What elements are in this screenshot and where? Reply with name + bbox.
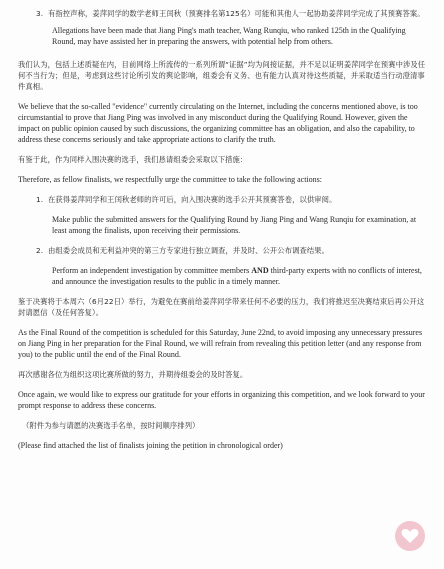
- heart-icon: [401, 528, 419, 544]
- item-3-cn: [18, 8, 430, 19]
- item-3-cn-text: 有指控声称，姜萍同学的数学老师王闰秋（预赛排名第125名）可能和其他人一起协助姜萍同学完成了其预赛答案。: [48, 9, 425, 18]
- action-1-cn: [18, 194, 430, 205]
- action-2-number: 2.: [36, 246, 44, 255]
- action-2-en-after: third-party experts with no conflicts of interest, and announce the investigation results to the public in a timely manner.: [52, 266, 422, 286]
- action-2-en: [18, 265, 430, 287]
- belief-cn: 我们认为，包括上述质疑在内，目前网络上所流传的一系列所谓“证据”均为间接证据，并不足以证明姜萍同学在预赛中涉及任何不当行为；但是，考虑到这些讨论所引发的舆论影响，组委会有义务、也有能力认真对待这些质疑，并采取适当行动澄清事件真相。: [18, 60, 426, 91]
- final-round-cn: 鉴于决赛将于本周六（6月22日）举行，为避免在赛前给姜萍同学带来任何不必要的压力，我们将推迟至决赛结束后再公开这封请愿信（及任何答复）。: [18, 297, 425, 317]
- item-3: [18, 8, 430, 47]
- urge-en: Therefore, as fellow finalists, we respectfully urge the committee to take the following actions:: [18, 175, 322, 184]
- urge-cn: 有鉴于此，作为同样入围决赛的选手，我们恳请组委会采取以下措施：: [18, 155, 248, 164]
- action-1-number: 1.: [36, 195, 44, 204]
- item-3-en: Allegations have been made that Jiang Ping's math teacher, Wang Runqiu, who ranked 125th in the Qualifying Round, may have assisted her in preparing the answers, with potential help from others.: [52, 26, 406, 46]
- action-2: [18, 245, 430, 287]
- thanks-en: Once again, we would like to express our gratitude for your efforts in organizing this competition, and we look forward to your prompt response to address these concerns.: [18, 390, 425, 410]
- like-badge[interactable]: [395, 521, 425, 551]
- thanks-cn: 再次感谢各位为组织这项比赛所做的努力，并期待组委会的及时答复。: [18, 370, 248, 379]
- action-1-cn-text: 在获得姜萍同学和王闰秋老师的许可后，向入围决赛的选手公开其预赛答卷，以供审阅。: [48, 195, 337, 204]
- action-1: [18, 194, 430, 236]
- action-1-en: Make public the submitted answers for the Qualifying Round by Jiang Ping and Wang Runqiu for examination, at least among the finalists, upon receiving their permissions.: [52, 215, 417, 235]
- item-3-number: 3.: [36, 9, 44, 18]
- action-2-cn-text: 由组委会成员和无利益冲突的第三方专家进行独立调查，并及时、公开公布调查结果。: [48, 246, 330, 255]
- attachment-cn: （附件为参与请愿的决赛选手名单，按时间顺序排列）: [22, 421, 200, 430]
- action-2-en-bold: AND: [251, 266, 269, 275]
- action-2-cn: [18, 245, 430, 256]
- belief-en: We believe that the so-called "evidence" currently circulating on the Internet, including the concerns mentioned above, is too circumstantial to prove that Jiang Ping was involved in any misconduct during the Qualifying Round. However, given the impact on public opinion caused by such discussions, the organizing committee has an obligation, and also the capability, to address these concerns seriously and take appropriate actions to clarify the truth.: [18, 102, 418, 144]
- action-2-en-before: Perform an independent investigation by committee members: [52, 266, 252, 275]
- attachment-en: (Please find attached the list of finalists joining the petition in chronological order): [18, 441, 283, 450]
- final-round-en: As the Final Round of the competition is scheduled for this Saturday, June 22nd, to avoid imposing any unnecessary pressures on Jiang Ping in her preparation for the Final Round, we will refrain from revealing this petition letter (and any response from you) to the public until the end of the Final Round.: [18, 328, 423, 359]
